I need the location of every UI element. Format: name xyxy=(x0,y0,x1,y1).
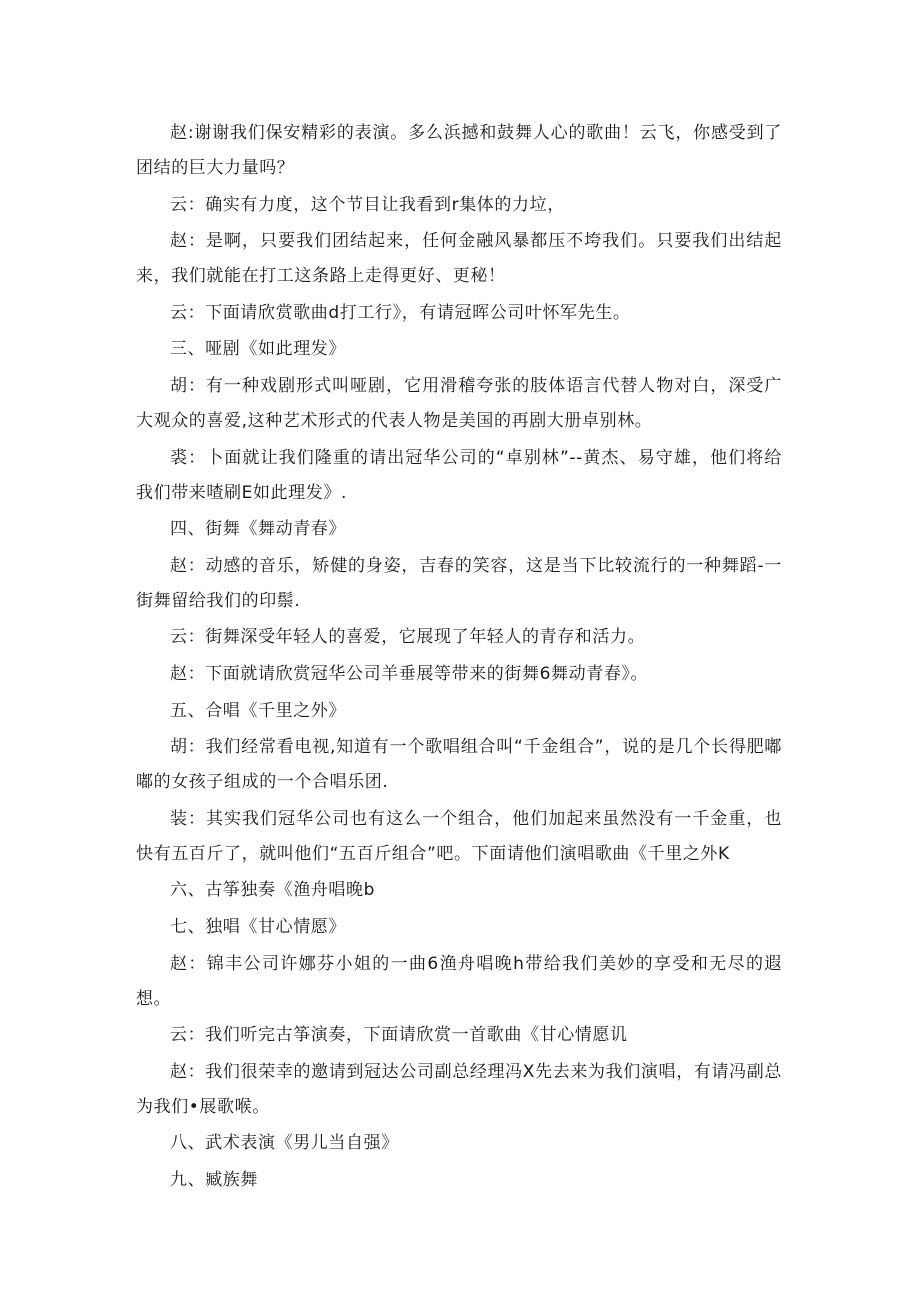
section-heading: 九、臧族舞 xyxy=(170,1169,258,1190)
paragraph: 胡：我们经常看电视,知道有一个歌唱组合叫“千金组合”，说的是几个长得肥嘟嘟的女孩子组成的一个合唱乐团. xyxy=(136,737,782,793)
section-heading: 八、武术表演《男儿当自强》 xyxy=(170,1133,399,1154)
paragraph: 赵:谢谢我们保安精彩的表演。多么浜撼和鼓舞人心的歌曲！云飞，你感受到了团结的巨大力量吗？ xyxy=(136,123,782,178)
paragraph: 赵：下面就请欣赏冠华公司羊垂展等带来的街舞6舞动青春》。 xyxy=(170,663,649,684)
paragraph: 裘：卜面就让我们隆重的请出冠华公司的“卓别林”--黄杰、易守雄，他们将给我们带来喳刷E如此理发》. xyxy=(136,447,782,503)
paragraph: 赵：锦丰公司许娜芬小姐的一曲6渔舟唱晚h带给我们美妙的享受和无尽的遐想。 xyxy=(136,953,782,1009)
paragraph: 云：我们听完古筝演奏，下面请欣赏一首歌曲《甘心情愿讥 xyxy=(170,1025,628,1046)
section-heading: 七、独唱《甘心情愿》 xyxy=(170,916,346,937)
paragraph: 装：其实我们冠华公司也有这么一个组合，他们加起来虽然没有一千金重，也快有五百斤了，就叫他们“五百斤组合”吧。下面请他们演唱歌曲《千里之外K xyxy=(136,808,782,864)
section-heading: 三、哑剧《如此理发》 xyxy=(170,339,346,360)
paragraph: 赵：动感的音乐，矫健的身姿，吉春的笑容，这是当下比较流行的一种舞蹈-一街舞留给我们的印鬃. xyxy=(136,555,782,611)
document-body xyxy=(136,116,782,1198)
paragraph: 云：街舞深受年轻人的喜爱，它展现了年轻人的青存和活力。 xyxy=(170,627,646,648)
paragraph: 云：下面请欣赏歌曲d打工行》，有请冠晖公司叶怀军先生。 xyxy=(170,302,631,323)
paragraph: 云：确实有力度，这个节目让我看到r集体的力垃， xyxy=(170,194,565,215)
section-heading: 四、街舞《舞动青春》 xyxy=(170,519,346,540)
section-heading: 五、合唱《千里之外》 xyxy=(170,700,346,721)
paragraph: 胡：有一种戏剧形式叫哑剧，它用滑稽夸张的肢体语言代替人物对白，深受广大观众的喜爱,这种艺术形式的代表人物是美国的再剧大册卓别林。 xyxy=(136,375,782,431)
paragraph: 赵：是啊，只要我们团结起来，任何金融风暴都压不垮我们。只要我们出结起来，我们就能在打工这条路上走得更好、更秘！ xyxy=(136,231,782,287)
paragraph: 赵：我们很荣幸的邀请到冠达公司副总经理冯X先去来为我们演唱，有请冯副总为我们•展歌喉。 xyxy=(136,1061,782,1117)
section-heading: 六、古筝独奏《渔舟唱晚b xyxy=(170,880,375,901)
